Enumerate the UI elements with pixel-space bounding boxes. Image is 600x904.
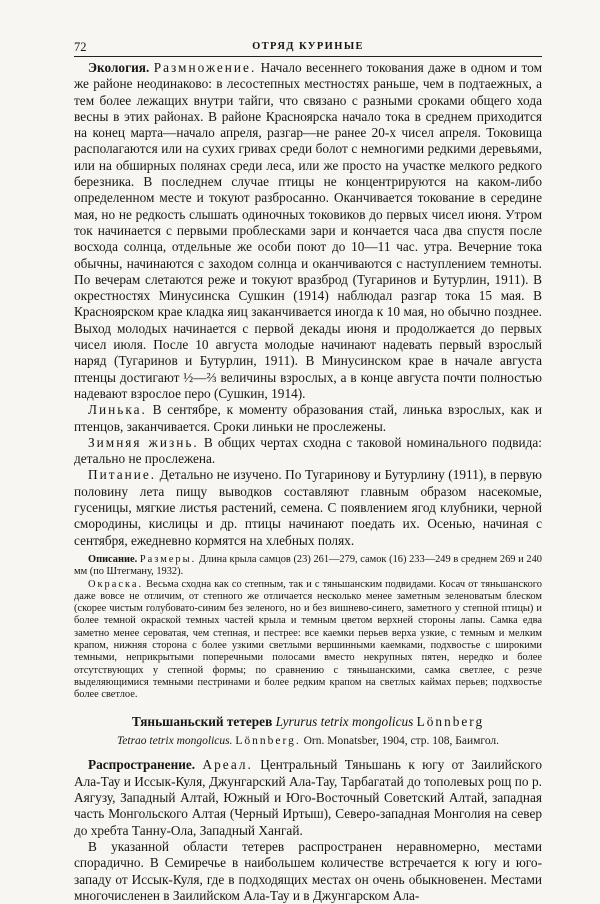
range-paragraph: [74, 757, 542, 838]
distribution-paragraph-2: В указанной области тетерев распространен неравномерно, местами спорадично. В Семиречье в наибольшем количестве встречается к югу и юго-западу от Иссык-Куля, где в подходящих местах он очень обыкновенен. Местами многочисленен в Заилийском Ала-Тау и в Джунгарском Ала-: [74, 838, 542, 903]
page-number: 72: [74, 40, 87, 54]
main-text: [74, 60, 542, 904]
winter-subheading: Зимняя жизнь.: [88, 434, 199, 450]
food-text: Детально не изучено. По Тугаринову и Бутурлину (1911), в первую половину лета пищу выводков составляют главным образом насекомые, гусеницы, мягкие листья растений, семена. С появлением ягод клубники, черной смородины, кислицы и др. птицы начинают поедать их. Осенью, начиная с сентября, ежедневно кормятся на хлебных полях.: [74, 467, 542, 548]
species-common-name: Тяньшаньский тетерев: [131, 714, 273, 730]
molt-text: В сентябре, к моменту образования стай, линька взрослых, как и птенцов, заканчивается. Сроки линьки не прослежены.: [74, 402, 542, 434]
range-subheading: Ареал.: [202, 757, 253, 773]
food-subheading: Питание.: [88, 467, 157, 483]
running-header: [74, 40, 542, 56]
description-section: [74, 554, 542, 702]
ecology-heading: Экология.: [88, 60, 150, 75]
sizes-paragraph: [74, 554, 542, 579]
color-subheading: Окраска.: [88, 578, 144, 590]
distribution-heading: Распространение.: [88, 757, 196, 773]
color-paragraph: [74, 579, 542, 702]
species-author: Lönnberg: [416, 714, 485, 730]
range-text: Центральный Тяньшань к югу от Заилийского Ала-Тау и Иссык-Куля, Джунгарский Ала-Тау, Тарбагатай до тополевых рощ по р. Аягузу, Западный Алтай, Южный и Юго-Восточный Советский Алтай, западная часть Монгольского Алтая (Черный Иртыш), Северо-западная Монголия на север до хребта Танну-Ола, Западный Хангай.: [74, 757, 542, 838]
species-heading: [74, 714, 542, 730]
reproduction-text: Начало весеннего токования даже в одном и том же районе неодинаково: в лесостепных местностях раньше, чем в подтаежных, а тем более лежащих внутри тайги, что связано с разными сроками общего хода весны в этих районах. В районе Красноярска начало тока в среднем приходится на конец марта—начало апреля, разгар—не ранее 20-х чисел апреля. Токовища располагаются или на сухих гривах среди болот с немногими редкими деревьями, или на обширных полянах среди леса, или же просто на участке мелкого редкого березника. В последнем случае птицы не концентрируются на каком-либо определенном месте и токуют разбросанно. Оканчивается токование в середине мая, но не редкость слышать одиночных токовиков до первых чисел июня. Утром ток начинается с первыми проблесками зари и кончается часа два спустя после восхода солнца, отдельные же особи поют до 10—11 час. утра. Вечерние тока обычны, начинаются с заходом солнца и оканчиваются с наступлением темноты. По вечерам слетаются реже и токуют вразброд (Тугаринов и Бутурлин, 1911). В окрестностях Минусинска Сушкин (1914) наблюдал разгар тока 15 мая. В Красноярском крае кладка яиц заканчивается иногда к 10 мая, но обычно позднее. Выход молодых начинается с первой декады июня и продолжается до первых чисел июля. После 10 августа молодые начинают надевать первый взрослый наряд (Тугаринов и Бутурлин, 1911). В Минусинском крае в начале августа птенцы достигают ½—⅔ величины взрослых, а в конце августа почти полностью надевают взрослое перо (Сушкин, 1914).: [74, 60, 542, 401]
sizes-subheading: Размеры.: [139, 553, 197, 565]
synonym-line: [74, 734, 542, 748]
food-paragraph: [74, 467, 542, 548]
description-heading: Описание.: [88, 553, 138, 565]
species-latin-name: Lyrurus tetrix mongolicus: [275, 714, 414, 730]
synonym-name: Tetrao tetrix mongolicus.: [116, 735, 233, 748]
distribution-section: [74, 757, 542, 904]
synonym-reference: Orn. Monatsber, 1904, стр. 108, Баимгол.: [300, 735, 500, 748]
reproduction-subheading: Размножение.: [153, 60, 257, 75]
running-title: ОТРЯД КУРИНЫЕ: [252, 41, 364, 52]
winter-text: В общих чертах сходна с таковой номинального подвида: детально не прослежена.: [74, 434, 542, 467]
color-text: Весьма сходна как со степным, так и с тяньшанским подвидами. Косач от тяньшанского даже вовсе не отличим, от степного же отличается несколько менее заметным зеленоватым блеском (скорее чистым голубовато-синим без зеленого, но и без вишнево-синего, заметного у степной птицы) и более темной окраской темных частей крыла и темным цветом верхней стороны лапы. Самка едва заметно менее сероватая, чем степная, и пестрее: все каемки перьев верха узкие, с темным и мелким крапом, нижняя сторона с более узкими светлыми вершинными каемками, подхвостье с широкими темными, неприкрытыми поперечными полосами вместо некрупных пятен, нередко и более отсутствующих у степной формы; по сравнению с тяньшанскими, самка светлее, с резче выделяющимися темными пестринами и более редким крапом на светлых каймах перьев; подхвостье более светлое.: [74, 578, 542, 701]
ecology-section: [74, 60, 542, 549]
reproduction-paragraph: [74, 60, 542, 402]
winter-paragraph: [74, 435, 542, 468]
synonym-author: Lönnberg.: [235, 735, 301, 748]
molt-subheading: Линька.: [88, 402, 147, 418]
header-rule: [74, 56, 542, 57]
sizes-text: Длина крыла самцов (23) 261—279, самок (16) 233—249 в среднем 269 и 240 мм (по Штегману, 1932).: [74, 553, 542, 578]
molt-paragraph: [74, 402, 542, 435]
